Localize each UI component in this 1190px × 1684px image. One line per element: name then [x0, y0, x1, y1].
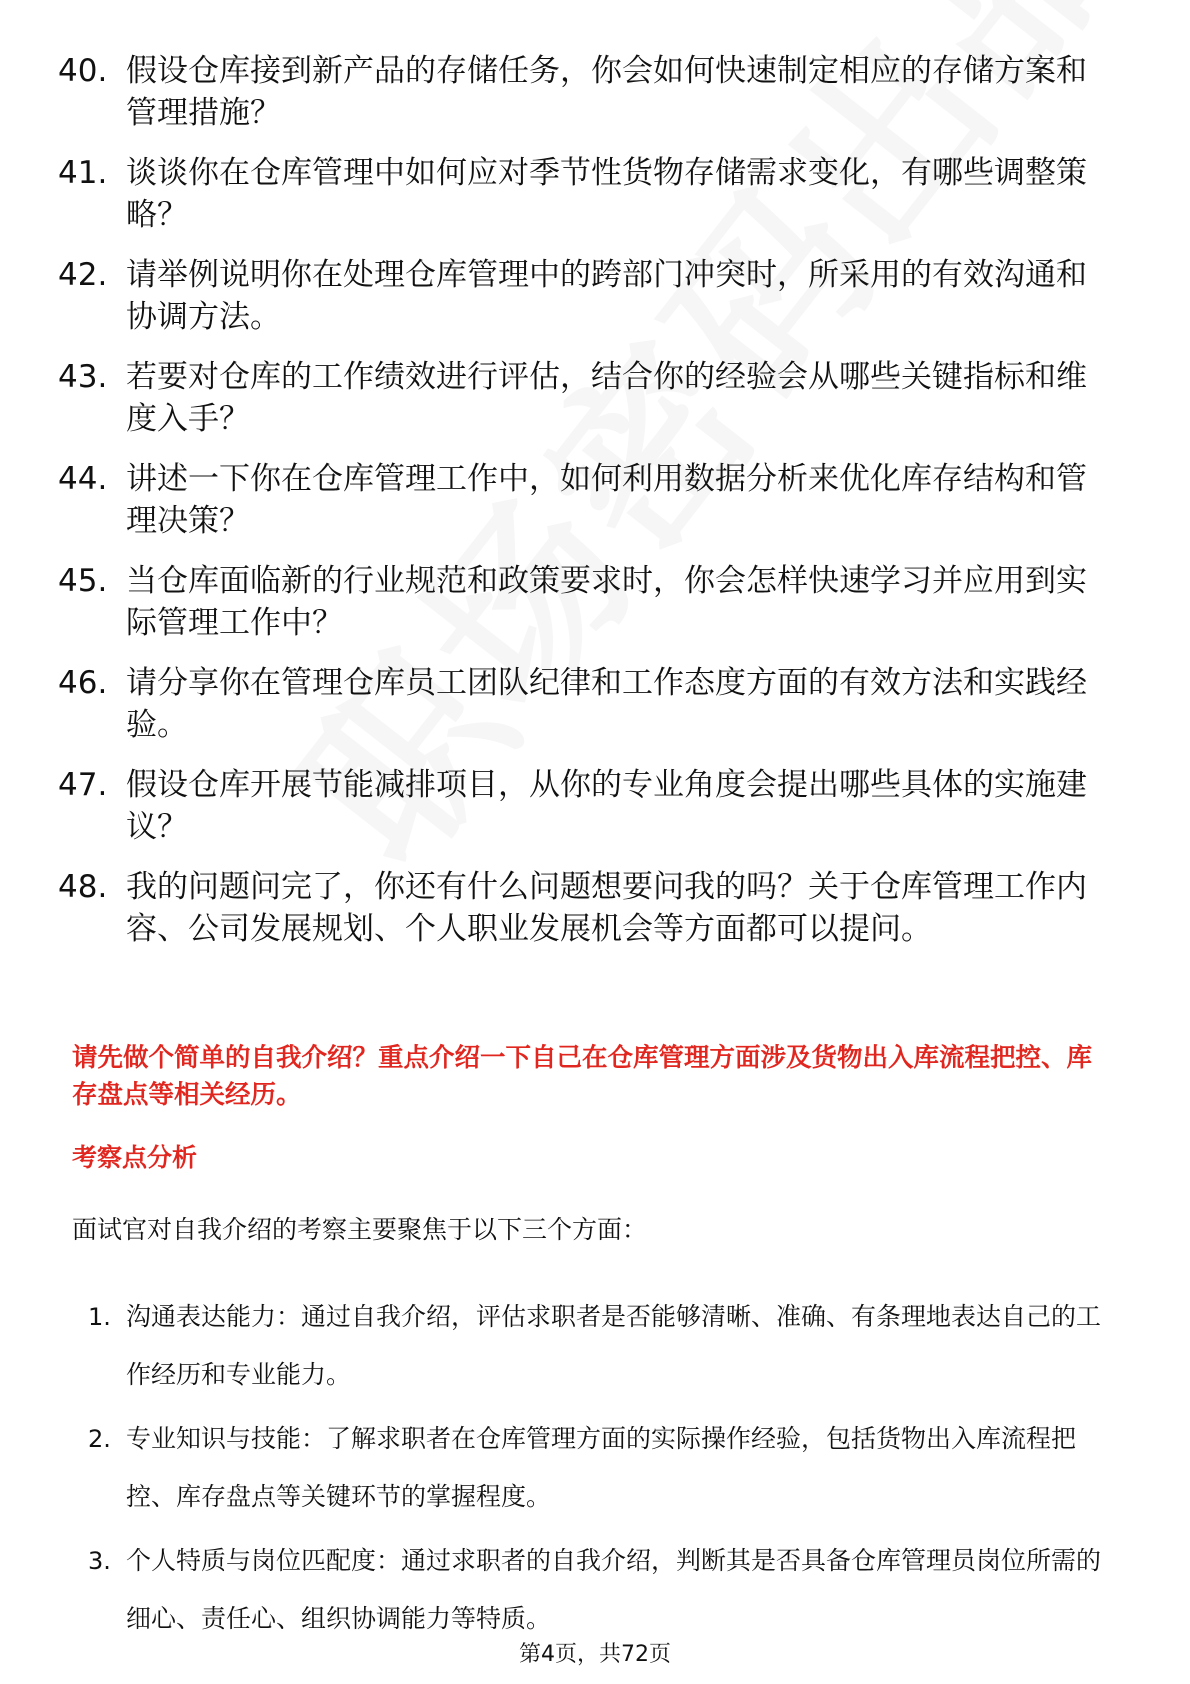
question-text: 假设仓库接到新产品的存储任务，你会如何快速制定相应的存储方案和管理措施？	[126, 53, 1087, 131]
analysis-number: 2.	[88, 1425, 111, 1453]
question-item	[58, 50, 1108, 134]
section-title: 考察点分析	[72, 1143, 198, 1172]
question-item	[58, 560, 1108, 644]
question-text: 请举例说明你在处理仓库管理中的跨部门冲突时，所采用的有效沟通和协调方法。	[126, 257, 1087, 335]
analysis-text: 沟通表达能力：通过自我介绍，评估求职者是否能够清晰、准确、有条理地表达自己的工作经历和专业能力。	[126, 1302, 1102, 1389]
question-item	[58, 866, 1108, 950]
question-list	[58, 50, 1108, 968]
analysis-number: 1.	[88, 1303, 111, 1331]
question-text: 谈谈你在仓库管理中如何应对季节性货物存储需求变化，有哪些调整策略？	[126, 155, 1087, 233]
analysis-text: 个人特质与岗位匹配度：通过求职者的自我介绍，判断其是否具备仓库管理员岗位所需的细心、责任心、组织协调能力等特质。	[126, 1546, 1102, 1633]
question-number: 40.	[58, 53, 108, 89]
question-number: 44.	[58, 461, 108, 497]
analysis-item	[72, 1410, 1122, 1526]
question-text: 假设仓库开展节能减排项目，从你的专业角度会提出哪些具体的实施建议？	[126, 767, 1087, 845]
intro-text: 面试官对自我介绍的考察主要聚焦于以下三个方面：	[72, 1215, 648, 1244]
question-text: 讲述一下你在仓库管理工作中，如何利用数据分析来优化库存结构和管理决策？	[126, 461, 1087, 539]
question-item	[58, 662, 1108, 746]
question-text: 当仓库面临新的行业规范和政策要求时，你会怎样快速学习并应用到实际管理工作中？	[126, 563, 1087, 641]
question-number: 45.	[58, 563, 108, 599]
question-text: 请分享你在管理仓库员工团队纪律和工作态度方面的有效方法和实践经验。	[126, 665, 1087, 743]
question-number: 48.	[58, 869, 108, 905]
question-number: 42.	[58, 257, 108, 293]
highlight-question: 请先做个简单的自我介绍？重点介绍一下自己在仓库管理方面涉及货物出入库流程把控、库存盘点等相关经历。	[72, 1043, 1093, 1110]
question-item	[58, 254, 1108, 338]
page-footer: 第4页，共72页	[519, 1642, 671, 1667]
analysis-item	[72, 1532, 1122, 1648]
question-item	[58, 152, 1108, 236]
question-text: 我的问题问完了，你还有什么问题想要问我的吗？关于仓库管理工作内容、公司发展规划、个人职业发展机会等方面都可以提问。	[126, 869, 1087, 947]
question-number: 43.	[58, 359, 108, 395]
analysis-item	[72, 1288, 1122, 1404]
question-text: 若要对仓库的工作绩效进行评估，结合你的经验会从哪些关键指标和维度入手？	[126, 359, 1087, 437]
question-number: 47.	[58, 767, 108, 803]
question-item	[58, 356, 1108, 440]
question-item	[58, 764, 1108, 848]
analysis-number: 3.	[88, 1547, 111, 1575]
question-number: 46.	[58, 665, 108, 701]
analysis-list	[72, 1288, 1122, 1654]
question-number: 41.	[58, 155, 108, 191]
question-item	[58, 458, 1108, 542]
analysis-text: 专业知识与技能：了解求职者在仓库管理方面的实际操作经验，包括货物出入库流程把控、库存盘点等关键环节的掌握程度。	[126, 1424, 1077, 1511]
